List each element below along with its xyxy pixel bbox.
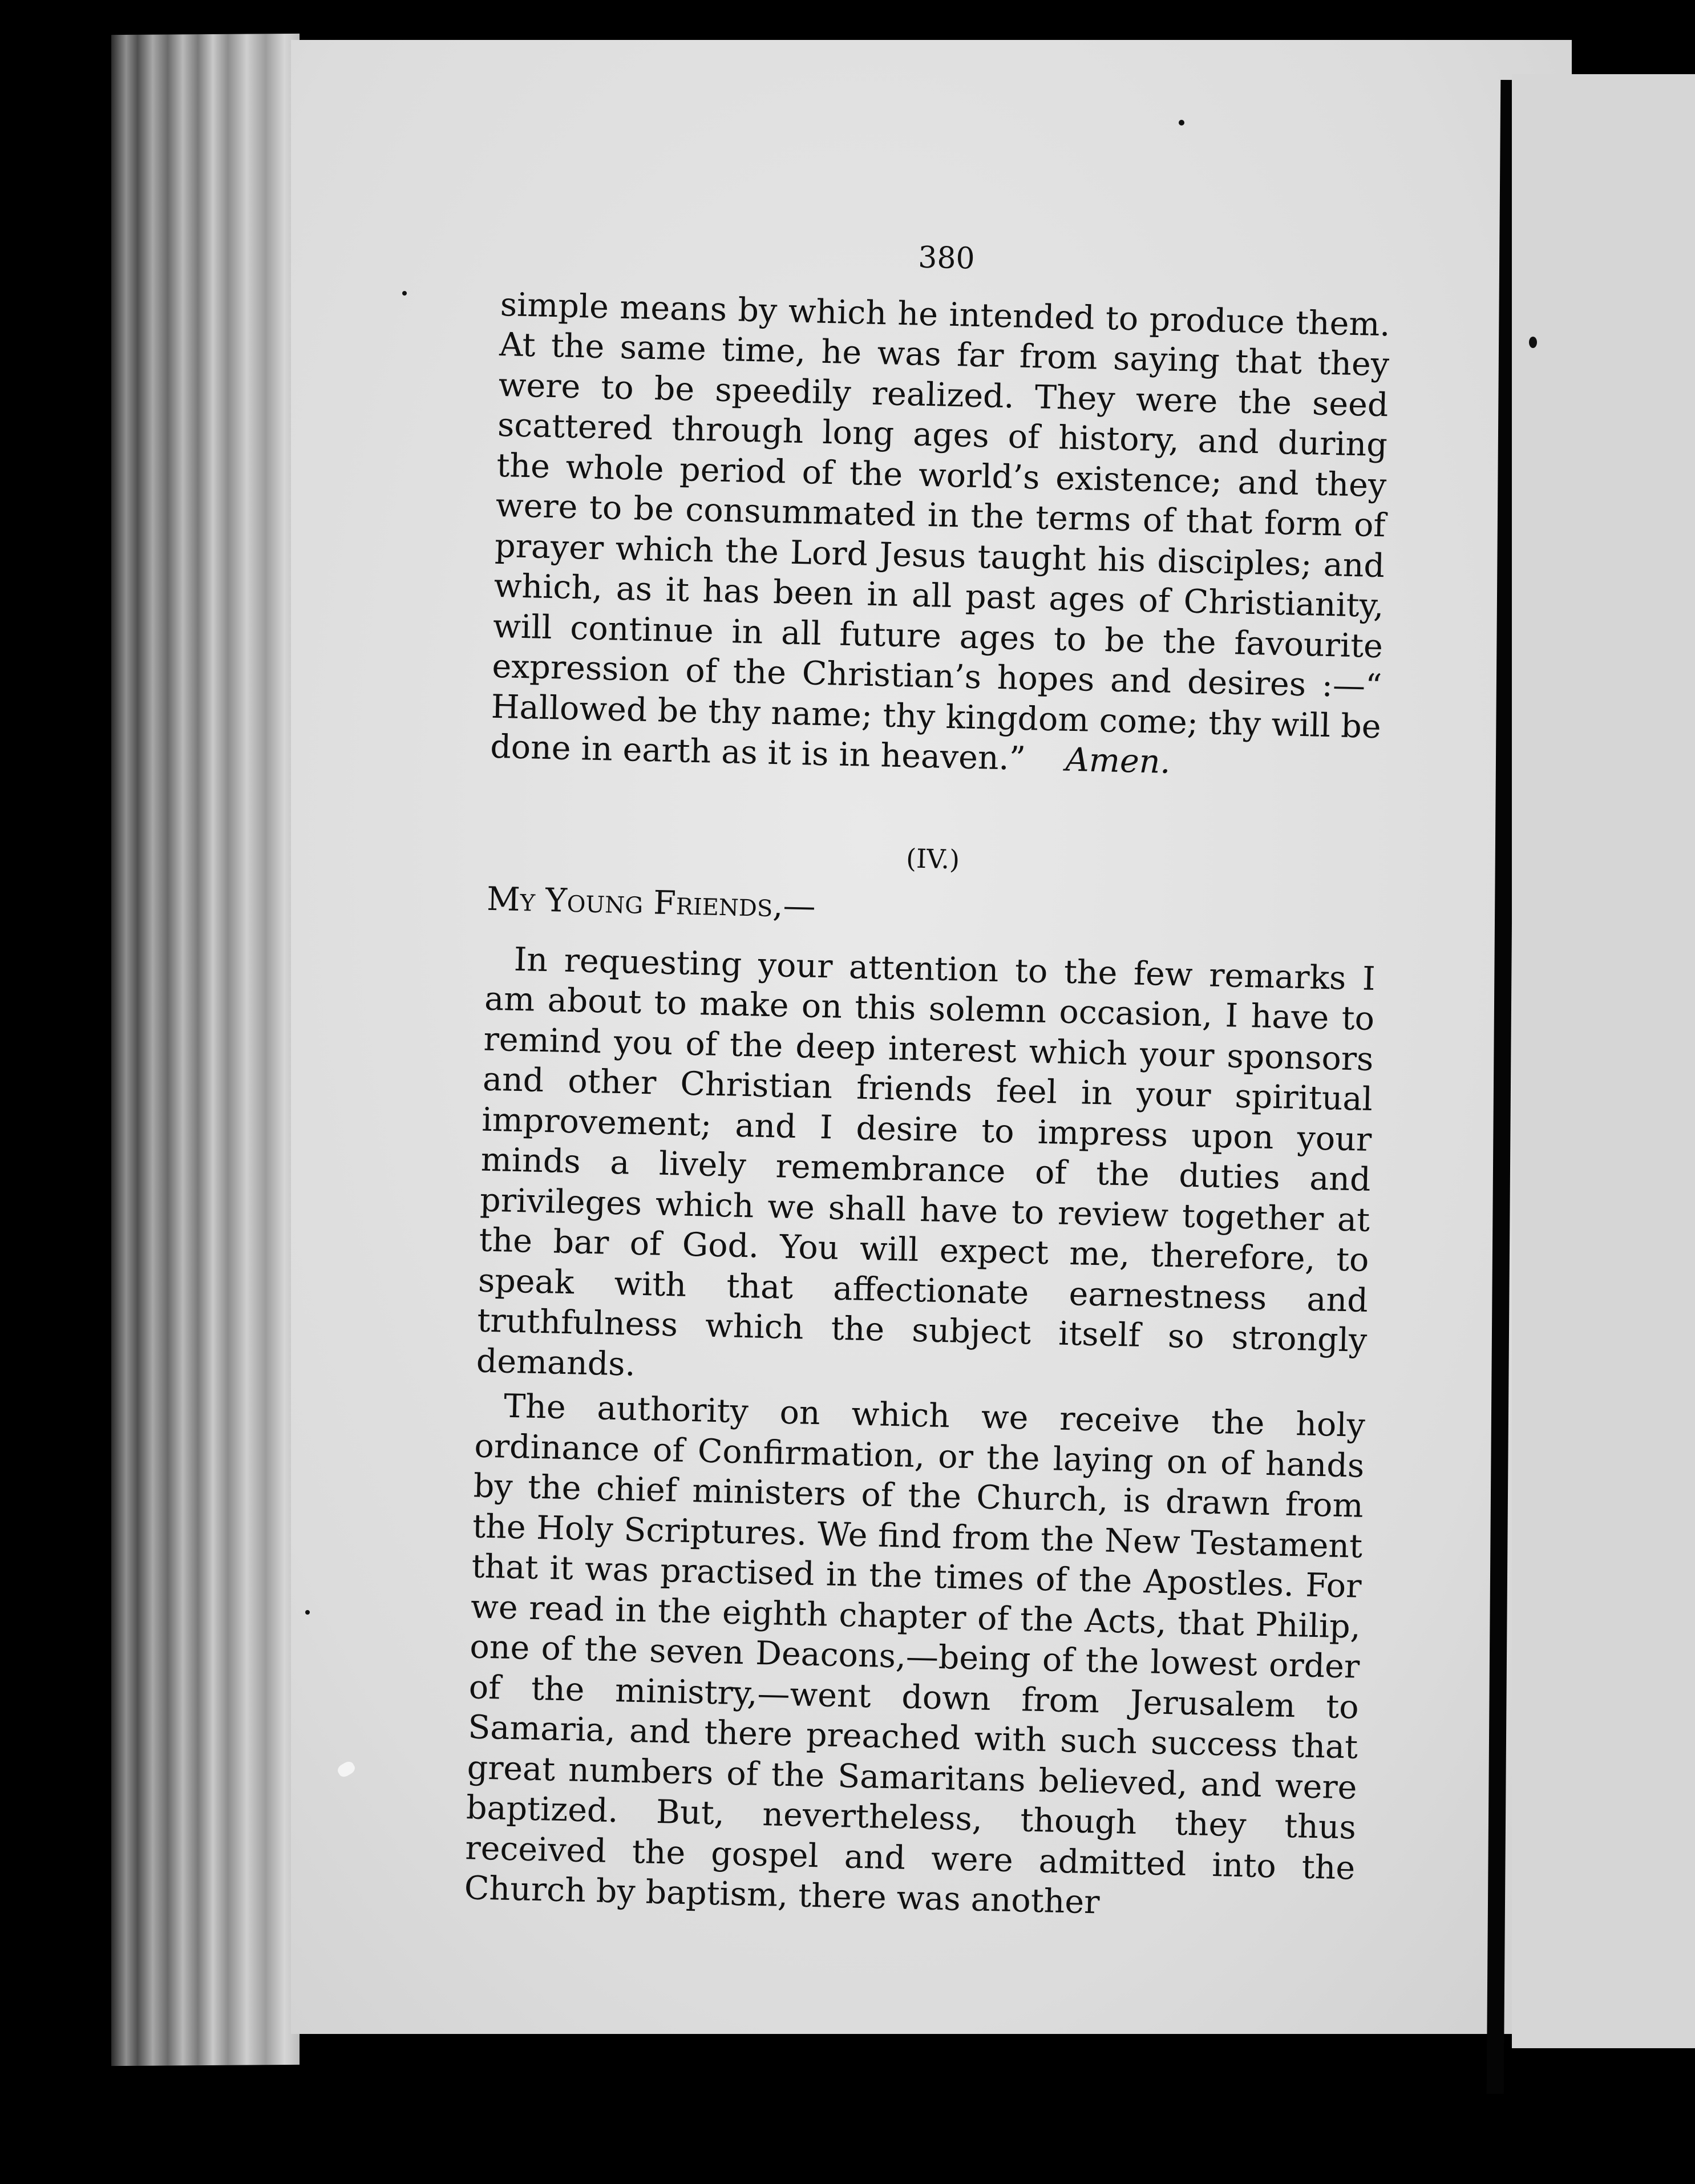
ink-speck [1529, 337, 1537, 348]
paragraph-opening: In requesting your attention to the few remarks I am about to make on this solemn occasion, I have to remind you of the deep interest which your sponsors and other Christian friends feel in your spiritual improvement; and I desire to impress upon your minds a lively remembrance of the duties and privileges which we shall have to review together at the bar of God. You will expect me, therefore, to speak with that affectionate earnestness and truthfulness which the subject itself so strongly demands. [476, 940, 1376, 1384]
ink-speck [1179, 120, 1184, 126]
page-text-block [464, 228, 1391, 1928]
paragraph-confirmation: The authority on which we receive the holy ordinance of Confirmation, or the laying on of hands by the chief ministers of the Church, is drawn from the Holy Scriptures. We find from the New Testament that it was practised in the times of the Apostles. For we read in the eighth chapter of the Acts, that Philip, one of the seven Deacons,—being of the lowest order of the ministry,—went down from Jerusalem to Samaria, and there preached with such success that great numbers of the Samaritans believed, and were baptized. But, nevertheless, though they thus received the gospel and were admitted into the Church by baptism, there was another [464, 1387, 1366, 1922]
ink-speck [305, 1610, 310, 1615]
salutation: My Young Friends,— [486, 880, 816, 925]
section-number: (IV.) [905, 842, 960, 875]
page-number: 380 [917, 240, 976, 276]
paragraph-continued [490, 284, 1391, 787]
book-spine-edge [111, 34, 300, 2066]
paragraph-text: simple means by which he intended to produce them. At the same time, he was far from saying that they were to be speedily realized. They were the seed scattered through long ages of history, and during the whole period of the world’s existence; and they were to be consummated in the terms of that form of prayer which the Lord Jesus taught his disciples; and which, as it has been in all past ages of Christianity, will continue in all future ages to be the favourite expression of the Christian’s hopes and desires :—“ Hallowed be thy name; thy kingdom come; thy will be done in earth as it is in heaven.” [490, 285, 1391, 778]
facing-page-edge [1512, 74, 1695, 2048]
ink-speck [402, 291, 407, 296]
amen-closing: Amen. [1065, 741, 1171, 781]
